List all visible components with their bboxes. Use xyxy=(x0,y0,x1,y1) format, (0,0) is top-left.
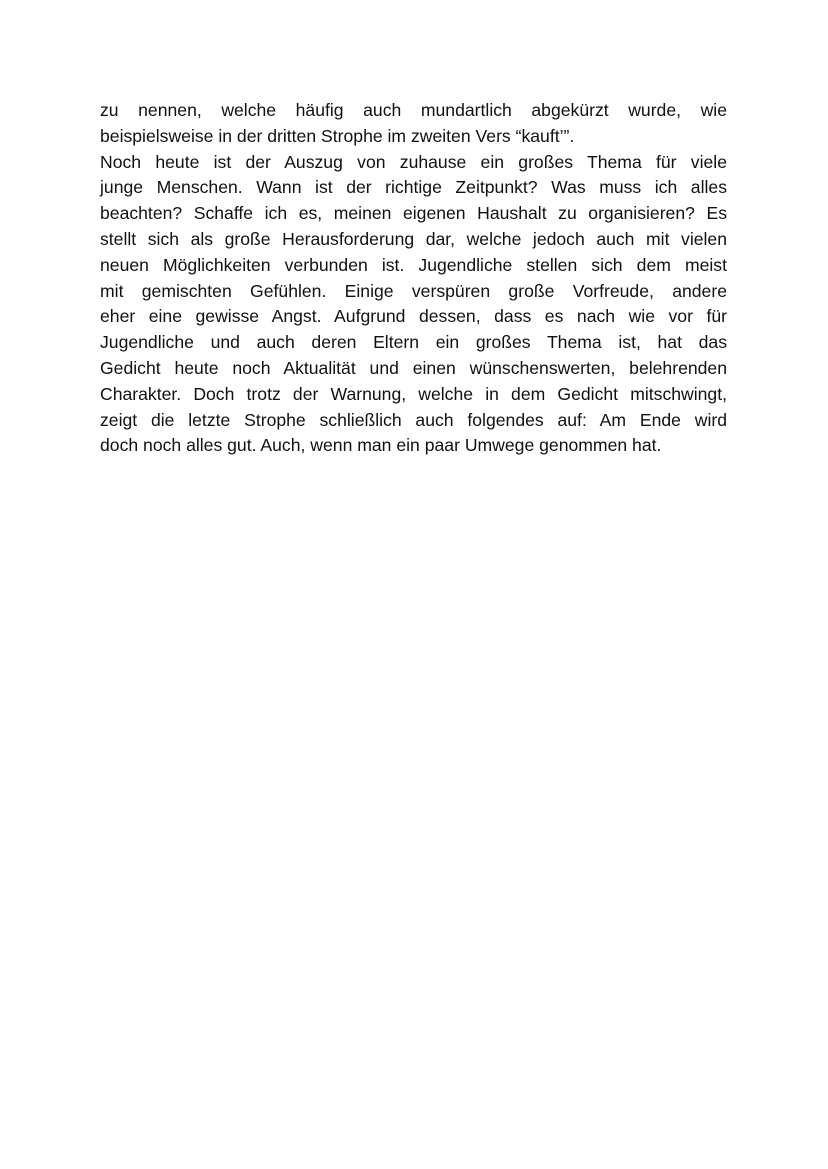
text-line: beispielsweise in der dritten Strophe im zweiten Vers “kauft’”. xyxy=(100,125,575,146)
text-line: eher eine gewisse Angst. Aufgrund dessen, dass es nach wie vor für xyxy=(100,306,727,327)
text-line: neuen Möglichkeiten verbunden ist. Jugendliche stellen sich dem meist xyxy=(100,254,727,275)
text-line: beachten? Schaffe ich es, meinen eigenen Haushalt zu organisieren? Es xyxy=(100,203,727,224)
text-line: Gedicht heute noch Aktualität und einen wünschenswerten, belehrenden xyxy=(100,357,727,378)
text-line: zu nennen, welche häufig auch mundartlich abgekürzt wurde, wie xyxy=(100,100,727,120)
text-line: Jugendliche und auch deren Eltern ein großes Thema ist, hat das xyxy=(100,332,727,353)
text-line: stellt sich als große Herausforderung dar, welche jedoch auch mit vielen xyxy=(100,228,727,249)
text-line: junge Menschen. Wann ist der richtige Zeitpunkt? Was muss ich alles xyxy=(100,177,727,198)
paragraph-2 xyxy=(100,150,727,460)
text-line: mit gemischten Gefühlen. Einige verspüren große Vorfreude, andere xyxy=(100,280,727,301)
body-text xyxy=(100,98,727,459)
text-line: doch noch alles gut. Auch, wenn man ein paar Umwege genommen hat. xyxy=(100,435,662,456)
text-line: Charakter. Doch trotz der Warnung, welche in dem Gedicht mitschwingt, xyxy=(100,383,727,404)
text-line: zeigt die letzte Strophe schließlich auch folgendes auf: Am Ende wird xyxy=(100,409,727,430)
text-line: Noch heute ist der Auszug von zuhause ein großes Thema für viele xyxy=(100,151,727,172)
paragraph-1 xyxy=(100,98,727,150)
